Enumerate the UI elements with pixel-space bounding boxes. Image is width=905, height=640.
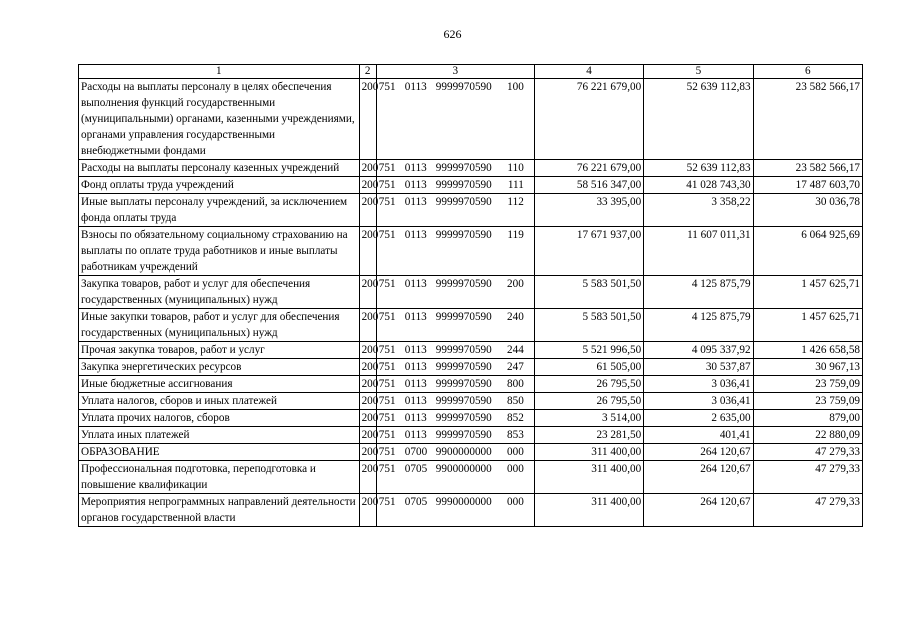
row-admin-code: 200 — [359, 309, 376, 342]
row-value-col4: 5 583 501,50 — [534, 276, 643, 309]
row-section-code: 0113 — [404, 81, 427, 93]
row-admin-code: 200 — [359, 444, 376, 461]
row-classification-code — [376, 194, 534, 227]
row-target-code: 9900000000 — [435, 463, 492, 475]
row-value-col4: 311 400,00 — [534, 444, 643, 461]
row-expense-type-code: 240 — [507, 311, 524, 323]
row-admin-code: 200 — [359, 194, 376, 227]
row-section-code: 0113 — [404, 179, 427, 191]
row-classification-code — [376, 376, 534, 393]
row-value-col4: 3 514,00 — [534, 410, 643, 427]
row-value-col4: 26 795,50 — [534, 393, 643, 410]
row-name: Уплата прочих налогов, сборов — [79, 410, 360, 427]
row-target-code: 9990000000 — [435, 496, 492, 508]
row-name: Профессиональная подготовка, переподготовка и повышение квалификации — [79, 461, 360, 494]
row-value-col6: 1 457 625,71 — [753, 309, 862, 342]
row-value-col5: 3 358,22 — [644, 194, 753, 227]
row-name: Взносы по обязательному социальному страхованию на выплаты по оплате труда работников и иные выплаты работникам учреждений — [79, 227, 360, 276]
row-department-code: 751 — [378, 196, 396, 208]
row-section-code: 0113 — [404, 278, 427, 290]
column-header-5: 5 — [644, 65, 753, 79]
row-value-col4: 5 521 996,50 — [534, 342, 643, 359]
row-value-col6: 23 582 566,17 — [753, 79, 862, 160]
row-admin-code: 200 — [359, 427, 376, 444]
row-admin-code: 200 — [359, 393, 376, 410]
row-value-col6: 1 457 625,71 — [753, 276, 862, 309]
row-value-col6: 22 880,09 — [753, 427, 862, 444]
row-department-code: 751 — [378, 463, 396, 475]
row-value-col5: 41 028 743,30 — [644, 177, 753, 194]
row-section-code: 0705 — [404, 496, 428, 508]
table-row — [79, 79, 863, 160]
row-value-col4: 17 671 937,00 — [534, 227, 643, 276]
row-admin-code: 200 — [359, 79, 376, 160]
row-admin-code: 200 — [359, 376, 376, 393]
row-value-col6: 23 759,09 — [753, 376, 862, 393]
table-row — [79, 194, 863, 227]
row-target-code: 9999970590 — [435, 179, 492, 191]
row-value-col6: 47 279,33 — [753, 461, 862, 494]
row-expense-type-code: 853 — [507, 429, 524, 441]
row-expense-type-code: 111 — [507, 179, 524, 191]
row-section-code: 0113 — [404, 162, 427, 174]
row-name: Закупка энергетических ресурсов — [79, 359, 360, 376]
row-value-col6: 23 759,09 — [753, 393, 862, 410]
row-admin-code: 200 — [359, 494, 376, 527]
row-value-col4: 311 400,00 — [534, 461, 643, 494]
row-value-col6: 47 279,33 — [753, 494, 862, 527]
row-value-col5: 2 635,00 — [644, 410, 753, 427]
row-classification-code — [376, 309, 534, 342]
row-value-col6: 47 279,33 — [753, 444, 862, 461]
table-row — [79, 494, 863, 527]
row-classification-code — [376, 393, 534, 410]
row-admin-code: 200 — [359, 410, 376, 427]
row-classification-code — [376, 177, 534, 194]
row-target-code: 9900000000 — [435, 446, 492, 458]
row-value-col4: 5 583 501,50 — [534, 309, 643, 342]
row-value-col4: 61 505,00 — [534, 359, 643, 376]
row-department-code: 751 — [378, 395, 396, 407]
row-target-code: 9999970590 — [435, 429, 492, 441]
row-classification-code — [376, 160, 534, 177]
table-row — [79, 444, 863, 461]
table-row — [79, 393, 863, 410]
row-value-col5: 401,41 — [644, 427, 753, 444]
row-department-code: 751 — [378, 229, 396, 241]
row-classification-code — [376, 494, 534, 527]
row-value-col4: 26 795,50 — [534, 376, 643, 393]
row-target-code: 9999970590 — [435, 378, 492, 390]
row-value-col5: 3 036,41 — [644, 393, 753, 410]
row-value-col5: 11 607 011,31 — [644, 227, 753, 276]
row-value-col5: 4 125 875,79 — [644, 276, 753, 309]
row-department-code: 751 — [378, 412, 396, 424]
row-admin-code: 200 — [359, 359, 376, 376]
table-row — [79, 227, 863, 276]
row-classification-code — [376, 444, 534, 461]
row-name: Уплата налогов, сборов и иных платежей — [79, 393, 360, 410]
row-expense-type-code: 000 — [507, 446, 524, 458]
row-value-col5: 30 537,87 — [644, 359, 753, 376]
row-value-col5: 264 120,67 — [644, 444, 753, 461]
row-value-col6: 879,00 — [753, 410, 862, 427]
row-expense-type-code: 110 — [507, 162, 524, 174]
row-department-code: 751 — [378, 162, 396, 174]
row-value-col5: 264 120,67 — [644, 461, 753, 494]
row-name: ОБРАЗОВАНИЕ — [79, 444, 360, 461]
row-name: Уплата иных платежей — [79, 427, 360, 444]
row-value-col4: 58 516 347,00 — [534, 177, 643, 194]
row-target-code: 9999970590 — [435, 361, 492, 373]
row-expense-type-code: 247 — [507, 361, 524, 373]
column-header-3: 3 — [376, 65, 534, 79]
table-header-row — [79, 65, 863, 79]
row-value-col6: 30 036,78 — [753, 194, 862, 227]
row-target-code: 9999970590 — [435, 311, 492, 323]
row-target-code: 9999970590 — [435, 81, 492, 93]
row-name: Прочая закупка товаров, работ и услуг — [79, 342, 360, 359]
row-admin-code: 200 — [359, 276, 376, 309]
row-value-col5: 52 639 112,83 — [644, 160, 753, 177]
row-section-code: 0113 — [404, 196, 427, 208]
row-department-code: 751 — [378, 378, 396, 390]
table-row — [79, 410, 863, 427]
row-department-code: 751 — [378, 311, 396, 323]
row-section-code: 0113 — [404, 429, 427, 441]
row-section-code: 0705 — [404, 463, 428, 475]
row-name: Мероприятия непрограммных направлений деятельности органов государственной власти — [79, 494, 360, 527]
row-department-code: 751 — [378, 496, 396, 508]
row-expense-type-code: 244 — [507, 344, 524, 356]
row-value-col5: 4 095 337,92 — [644, 342, 753, 359]
row-admin-code: 200 — [359, 160, 376, 177]
row-target-code: 9999970590 — [435, 412, 492, 424]
row-expense-type-code: 800 — [507, 378, 524, 390]
row-name: Расходы на выплаты персоналу в целях обеспечения выполнения функций государственными (муниципальными) органами, казенными учреждениями, органами управления государственными внебюджетными фондами — [79, 79, 360, 160]
row-expense-type-code: 000 — [507, 496, 524, 508]
row-admin-code: 200 — [359, 227, 376, 276]
row-value-col4: 76 221 679,00 — [534, 160, 643, 177]
table-body — [79, 79, 863, 527]
row-target-code: 9999970590 — [435, 162, 492, 174]
row-classification-code — [376, 410, 534, 427]
row-classification-code — [376, 461, 534, 494]
row-expense-type-code: 119 — [507, 229, 524, 241]
row-department-code: 751 — [378, 278, 396, 290]
table-row — [79, 160, 863, 177]
row-department-code: 751 — [378, 429, 396, 441]
row-admin-code: 200 — [359, 342, 376, 359]
row-value-col4: 76 221 679,00 — [534, 79, 643, 160]
row-value-col6: 6 064 925,69 — [753, 227, 862, 276]
row-admin-code: 200 — [359, 177, 376, 194]
row-section-code: 0113 — [404, 412, 427, 424]
row-department-code: 751 — [378, 344, 396, 356]
row-classification-code — [376, 227, 534, 276]
row-section-code: 0113 — [404, 395, 427, 407]
column-header-2: 2 — [359, 65, 376, 79]
row-name: Закупка товаров, работ и услуг для обеспечения государственных (муниципальных) нужд — [79, 276, 360, 309]
page-number: 626 — [443, 27, 462, 41]
row-target-code: 9999970590 — [435, 229, 492, 241]
row-value-col6: 30 967,13 — [753, 359, 862, 376]
row-target-code: 9999970590 — [435, 395, 492, 407]
row-value-col6: 23 582 566,17 — [753, 160, 862, 177]
row-section-code: 0700 — [404, 446, 428, 458]
row-section-code: 0113 — [404, 311, 427, 323]
row-value-col4: 311 400,00 — [534, 494, 643, 527]
row-expense-type-code: 112 — [507, 196, 524, 208]
row-expense-type-code: 850 — [507, 395, 524, 407]
table-row — [79, 359, 863, 376]
row-value-col5: 52 639 112,83 — [644, 79, 753, 160]
row-target-code: 9999970590 — [435, 278, 492, 290]
row-section-code: 0113 — [404, 344, 427, 356]
row-value-col6: 17 487 603,70 — [753, 177, 862, 194]
row-department-code: 751 — [378, 81, 396, 93]
row-expense-type-code: 200 — [507, 278, 524, 290]
table-row — [79, 177, 863, 194]
table-row — [79, 376, 863, 393]
row-classification-code — [376, 342, 534, 359]
column-header-4: 4 — [534, 65, 643, 79]
row-expense-type-code: 000 — [507, 463, 524, 475]
row-value-col5: 4 125 875,79 — [644, 309, 753, 342]
table-row — [79, 427, 863, 444]
table-row — [79, 342, 863, 359]
row-value-col5: 3 036,41 — [644, 376, 753, 393]
row-department-code: 751 — [378, 446, 396, 458]
row-value-col4: 23 281,50 — [534, 427, 643, 444]
row-classification-code — [376, 427, 534, 444]
row-target-code: 9999970590 — [435, 196, 492, 208]
row-section-code: 0113 — [404, 229, 427, 241]
row-section-code: 0113 — [404, 361, 427, 373]
row-value-col6: 1 426 658,58 — [753, 342, 862, 359]
table-row — [79, 276, 863, 309]
row-classification-code — [376, 276, 534, 309]
row-name: Расходы на выплаты персоналу казенных учреждений — [79, 160, 360, 177]
row-classification-code — [376, 79, 534, 160]
row-section-code: 0113 — [404, 378, 427, 390]
row-classification-code — [376, 359, 534, 376]
row-expense-type-code: 100 — [507, 81, 524, 93]
table-row — [79, 461, 863, 494]
row-name: Фонд оплаты труда учреждений — [79, 177, 360, 194]
row-name: Иные выплаты персоналу учреждений, за исключением фонда оплаты труда — [79, 194, 360, 227]
row-value-col5: 264 120,67 — [644, 494, 753, 527]
row-admin-code: 200 — [359, 461, 376, 494]
column-header-1: 1 — [79, 65, 360, 79]
row-target-code: 9999970590 — [435, 344, 492, 356]
row-department-code: 751 — [378, 361, 396, 373]
table-row — [79, 309, 863, 342]
row-name: Иные бюджетные ассигнования — [79, 376, 360, 393]
row-name: Иные закупки товаров, работ и услуг для обеспечения государственных (муниципальных) нужд — [79, 309, 360, 342]
row-value-col4: 33 395,00 — [534, 194, 643, 227]
column-header-6: 6 — [753, 65, 862, 79]
budget-table — [78, 64, 863, 527]
row-department-code: 751 — [378, 179, 396, 191]
row-expense-type-code: 852 — [507, 412, 524, 424]
